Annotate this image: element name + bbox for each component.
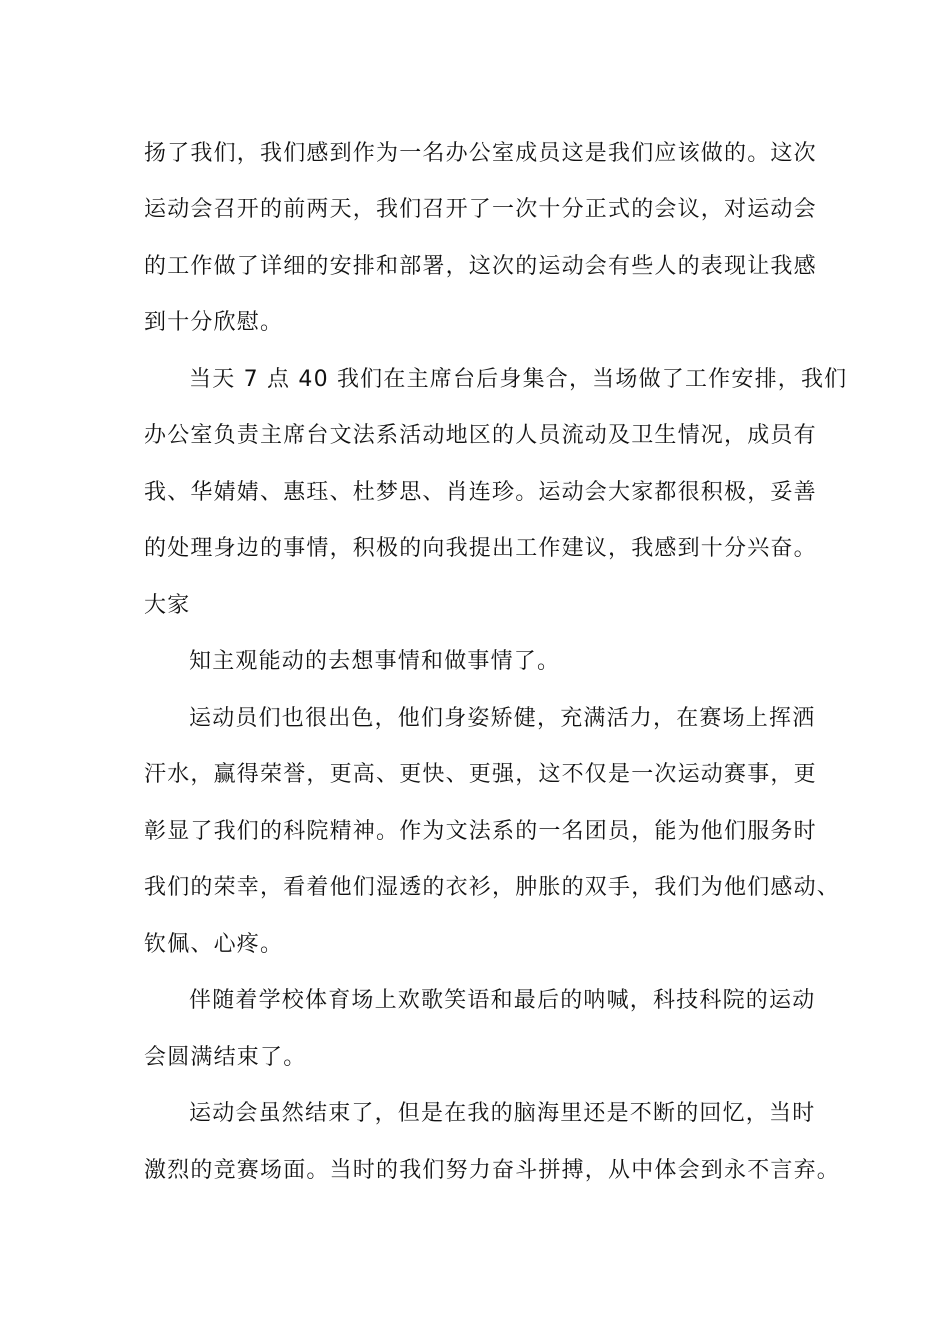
text-line: 运动员们也很出色，他们身姿矫健，充满活力，在赛场上挥洒 [189,706,816,731]
text-line: 伴随着学校体育场上欢歌笑语和最后的呐喊，科技科院的运动 [189,988,816,1013]
text-line: 运动会虽然结束了，但是在我的脑海里还是不断的回忆，当时 [189,1101,816,1126]
text-line: 彰显了我们的科院精神。作为文法系的一名团员，能为他们服务时 [144,819,817,844]
text-line: 我、华婧婧、惠珏、杜梦思、肖连珍。运动会大家都很积极，妥善 [144,480,817,505]
text-line: 到十分欣慰。 [144,310,284,335]
text-line: 会圆满结束了。 [144,1045,307,1070]
text-line: 运动会召开的前两天，我们召开了一次十分正式的会议，对运动会 [144,197,817,222]
text-line: 汗水，赢得荣誉，更高、更快、更强，这不仅是一次运动赛事，更 [144,762,817,787]
text-line: 大家 [144,593,191,618]
text-line: 知主观能动的去想事情和做事情了。 [189,649,561,674]
text-line: 我们的荣幸，看着他们湿透的衣衫，肿胀的双手，我们为他们感动、 [144,875,841,900]
text-line: 办公室负责主席台文法系活动地区的人员流动及卫生情况，成员有 [144,423,817,448]
text-line: 扬了我们，我们感到作为一名办公室成员这是我们应该做的。这次 [144,141,817,166]
text-line: 当天 7 点 40 我们在主席台后身集合，当场做了工作安排，我们 [189,367,848,392]
text-line: 的处理身边的事情，积极的向我提出工作建议，我感到十分兴奋。 [144,536,817,561]
text-line: 激烈的竞赛场面。当时的我们努力奋斗拼搏，从中体会到永不言弃。 [144,1158,841,1183]
text-line: 钦佩、心疼。 [144,932,284,957]
text-line: 的工作做了详细的安排和部署，这次的运动会有些人的表现让我感 [144,254,817,279]
